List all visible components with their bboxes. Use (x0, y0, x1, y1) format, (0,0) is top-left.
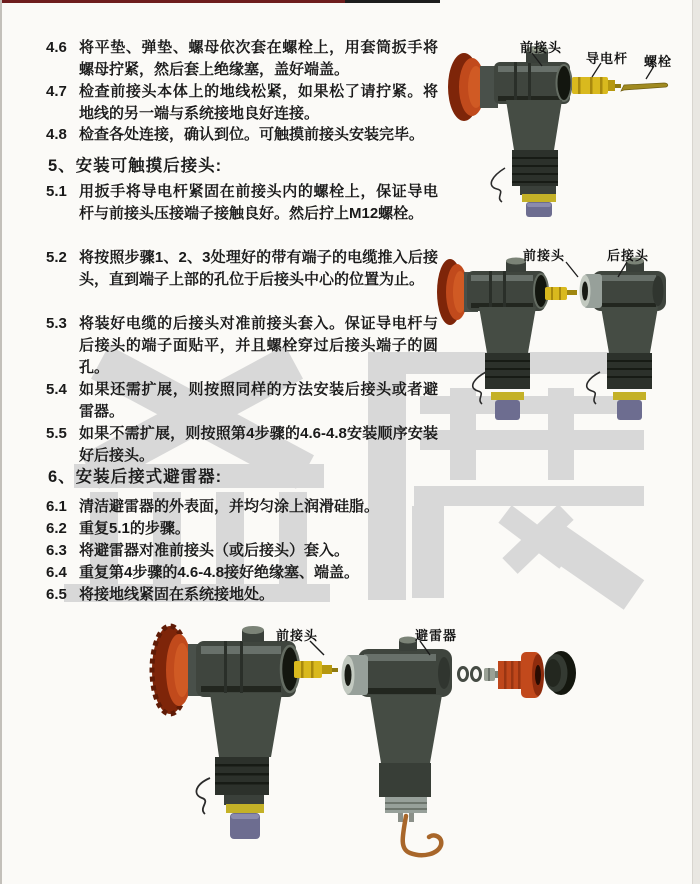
ground-wire (196, 778, 210, 814)
arrester-illustration (342, 637, 453, 856)
nut (484, 668, 499, 681)
item-text: 将装好电缆的后接头对准前接头套入。保证导电杆与后接头的端子面贴平，并且螺栓穿过后接头端子的圆孔。 (79, 315, 438, 376)
instruction-item (46, 81, 438, 125)
washers (459, 668, 481, 681)
bolt (621, 83, 668, 91)
item-text: 将避雷器对准前接头（或后接头）套入。 (79, 542, 350, 559)
label-front-connector: 前接头 (276, 628, 319, 643)
item-text: 如果不需扩展，则按照第4步骤的4.6-4.8安装顺序安装好后接头。 (79, 425, 438, 464)
item-text: 如果还需扩展，则按照同样的方法安装后接头或者避雷器。 (79, 381, 438, 420)
ground-wire (491, 168, 505, 202)
section-5-title: 5、安装可触摸后接头: (48, 157, 223, 175)
front-connector-illustration (437, 258, 577, 421)
instruction-item (46, 423, 438, 467)
label-front-connector: 前接头 (520, 40, 563, 55)
item-number: 6.4 (46, 564, 67, 581)
item-text: 清洁避雷器的外表面，并均匀涂上润滑硅脂。 (79, 498, 380, 515)
instruction-item (46, 313, 438, 379)
figure-arrester-exploded (140, 618, 600, 880)
item-text: 重复5.1的步骤。 (79, 520, 190, 537)
instruction-item (46, 247, 438, 291)
instruction-item (46, 379, 438, 423)
item-number: 5.4 (46, 381, 67, 398)
item-number: 4.7 (46, 83, 67, 100)
figure-front-and-rear-connector (430, 240, 700, 440)
item-number: 6.1 (46, 498, 67, 515)
instruction-item (46, 37, 438, 81)
label-arrester: 避雷器 (415, 628, 458, 643)
item-number: 5.3 (46, 315, 67, 332)
instruction-item (46, 496, 438, 518)
item-text: 检查前接头本体上的地线松紧，如果松了请拧紧。将地线的另一端与系统接地良好连接。 (79, 83, 438, 122)
item-number: 4.8 (46, 126, 67, 143)
label-conductive-rod: 导电杆 (586, 51, 629, 66)
instruction-item (46, 584, 438, 606)
instruction-item (46, 518, 438, 540)
item-number: 6.3 (46, 542, 67, 559)
label-front-connector: 前接头 (523, 248, 566, 263)
item-number: 4.6 (46, 39, 67, 56)
item-number: 6.2 (46, 520, 67, 537)
label-bolt: 螺栓 (644, 54, 673, 69)
item-number: 6.5 (46, 586, 67, 603)
instruction-item (46, 540, 438, 562)
section-6-title: 6、安装后接式避雷器: (48, 468, 223, 486)
front-connector-illustration (448, 46, 572, 217)
item-text: 将接地线紧固在系统接地处。 (79, 586, 275, 603)
copper-ground-lead (403, 816, 442, 855)
insulating-plug (498, 652, 544, 698)
item-number: 5.1 (46, 183, 67, 200)
rear-connector-illustration (580, 258, 667, 421)
item-text: 检查各处连接，确认到位。可触摸前接头安装完毕。 (79, 126, 425, 143)
item-text: 重复第4步骤的4.6-4.8接好绝缘塞、端盖。 (79, 564, 360, 581)
item-text: 将按照步骤1、2、3处理好的带有端子的电缆推入后接头，直到端子上部的孔位于后接头中心的位置为止。 (79, 249, 438, 288)
instruction-item (46, 562, 438, 584)
label-rear-connector: 后接头 (607, 248, 650, 263)
front-connector-illustration (152, 626, 338, 839)
item-text: 用扳手将导电杆紧固在前接头内的螺栓上，保证导电杆与前接头压接端子接触良好。然后拧上M12螺栓。 (79, 183, 438, 222)
conductive-rod (572, 77, 621, 94)
item-number: 5.5 (46, 425, 67, 442)
instruction-item (46, 181, 438, 225)
instruction-item (46, 124, 438, 146)
end-cap (545, 651, 577, 695)
item-number: 5.2 (46, 249, 67, 266)
item-text: 将平垫、弹垫、螺母依次套在螺栓上，用套筒扳手将螺母拧紧，然后套上绝缘塞，盖好端盖。 (79, 39, 438, 78)
